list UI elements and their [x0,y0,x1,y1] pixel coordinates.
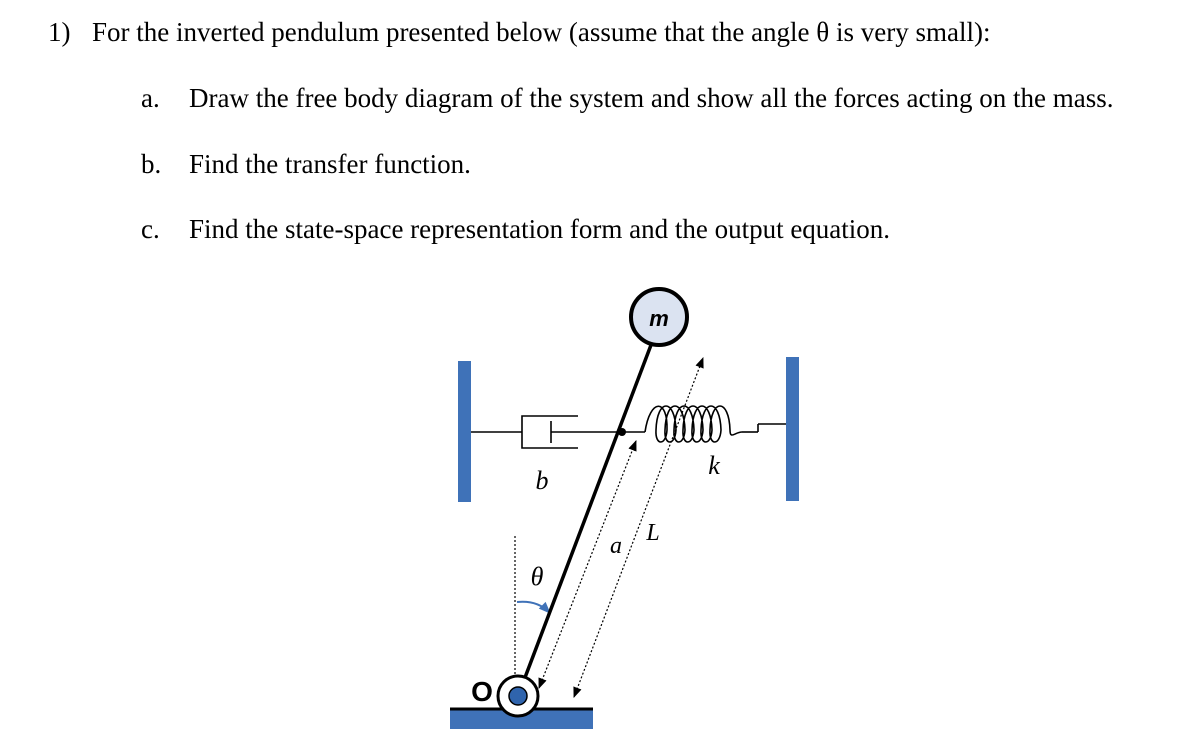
sub-question-letter: b. [141,149,162,179]
pivot-pin [509,687,527,705]
spring-constant-label: k [708,451,720,480]
sub-question-text: Find the state-space representation form and the output equation. [189,214,891,244]
question-text: For the inverted pendulum presented below (assume that the angle θ is very small): [92,17,991,47]
mass-label: m [649,306,669,331]
pendulum-rod [518,345,651,696]
dimension-length-arrow [574,358,703,697]
sub-question-text: Draw the free body diagram of the system and show all the forces acting on the mass. [189,83,1114,113]
sub-question-text: Find the transfer function. [189,149,471,179]
question-number: 1) [48,17,71,47]
sub-question-letter: c. [141,214,160,244]
attach-distance-label: a [610,533,622,559]
attachment-point [618,428,626,436]
length-label: L [646,520,660,546]
left-wall [458,361,471,502]
spring [622,406,786,442]
damper [471,416,622,448]
damping-coefficient-label: b [535,466,549,495]
dimension-a-arrow [539,441,636,688]
right-wall [786,357,799,501]
angle-label: θ [530,562,544,591]
angle-arc [517,602,549,612]
pivot-label: O [471,676,493,707]
sub-question-letter: a. [141,83,160,113]
